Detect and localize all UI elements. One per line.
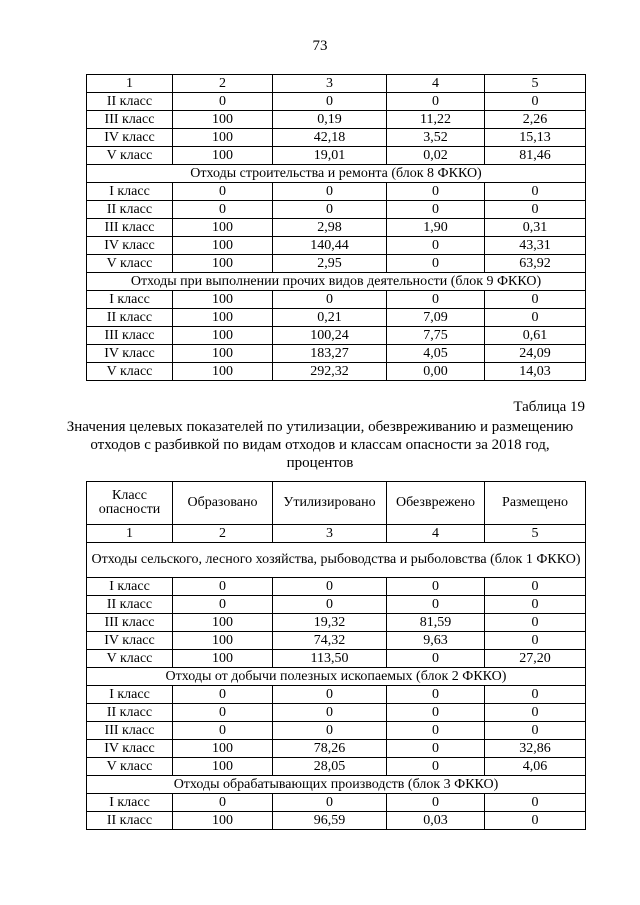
value-cell: 0 [273,291,387,309]
hazard-class-cell: II класс [87,812,173,830]
column-header: Образовано [173,482,273,525]
hazard-class-cell: II класс [87,704,173,722]
value-cell: 100 [173,740,273,758]
value-cell: 100 [173,255,273,273]
value-cell: 0 [485,812,586,830]
value-cell: 0 [387,704,485,722]
value-cell: 100 [173,291,273,309]
section-title-row [87,776,586,794]
value-cell: 113,50 [273,650,387,668]
hazard-class-cell: V класс [87,147,173,165]
value-cell: 140,44 [273,237,387,255]
value-cell: 19,01 [273,147,387,165]
value-cell: 0 [273,704,387,722]
value-cell: 0 [273,578,387,596]
value-cell: 0 [387,758,485,776]
table-19 [86,481,586,830]
value-cell: 0 [485,201,586,219]
hazard-class-cell: I класс [87,794,173,812]
column-header: Обезврежено [387,482,485,525]
value-cell: 63,92 [485,255,586,273]
table-row [87,129,586,147]
column-number: 1 [87,75,173,93]
table-row [87,201,586,219]
hazard-class-cell: III класс [87,327,173,345]
section-title-row [87,165,586,183]
value-cell: 4,06 [485,758,586,776]
table-row [87,614,586,632]
value-cell: 0 [485,632,586,650]
value-cell: 100 [173,111,273,129]
value-cell: 0 [387,201,485,219]
table-row [87,147,586,165]
column-number: 5 [485,525,586,543]
value-cell: 28,05 [273,758,387,776]
value-cell: 0 [387,686,485,704]
column-number: 2 [173,75,273,93]
value-cell: 0 [273,794,387,812]
value-cell: 0 [485,686,586,704]
value-cell: 0 [273,201,387,219]
hazard-class-cell: V класс [87,363,173,381]
value-cell: 2,95 [273,255,387,273]
value-cell: 0,19 [273,111,387,129]
table-19-number: Таблица 19 [513,399,585,415]
value-cell: 0,00 [387,363,485,381]
hazard-class-cell: III класс [87,614,173,632]
hazard-class-cell: IV класс [87,632,173,650]
value-cell: 19,32 [273,614,387,632]
value-cell: 1,90 [387,219,485,237]
table-row [87,345,586,363]
hazard-class-cell: III класс [87,219,173,237]
page-number: 73 [312,38,328,54]
value-cell: 0 [485,183,586,201]
table-row [87,363,586,381]
table-19-title: Значения целевых показателей по утилизации, обезвреживанию и размещению отходов с разбивкой по видам отходов и классам опасности за 2018 год, процентов [66,419,574,471]
value-cell: 100,24 [273,327,387,345]
table-row [87,219,586,237]
hazard-class-cell: III класс [87,722,173,740]
value-cell: 100 [173,237,273,255]
column-number: 5 [485,75,586,93]
value-cell: 0 [173,201,273,219]
value-cell: 0 [173,183,273,201]
column-number: 4 [387,75,485,93]
hazard-class-cell: II класс [87,596,173,614]
value-cell: 78,26 [273,740,387,758]
value-cell: 100 [173,309,273,327]
value-cell: 100 [173,632,273,650]
value-cell: 27,20 [485,650,586,668]
value-cell: 2,98 [273,219,387,237]
column-number: 4 [387,525,485,543]
hazard-class-cell: I класс [87,686,173,704]
value-cell: 96,59 [273,812,387,830]
value-cell: 9,63 [387,632,485,650]
table-row [87,183,586,201]
column-number: 3 [273,75,387,93]
value-cell: 0 [485,704,586,722]
section-title: Отходы сельского, лесного хозяйства, рыбоводства и рыболовства (блок 1 ФККО) [87,543,586,578]
value-cell: 0 [173,93,273,111]
value-cell: 0 [485,309,586,327]
section-title: Отходы строительства и ремонта (блок 8 ФККО) [87,165,586,183]
column-number: 2 [173,525,273,543]
value-cell: 0 [387,794,485,812]
hazard-class-cell: I класс [87,291,173,309]
value-cell: 0 [387,740,485,758]
value-cell: 0 [387,596,485,614]
value-cell: 0 [485,614,586,632]
section-title-row [87,273,586,291]
column-header: Размещено [485,482,586,525]
value-cell: 0,61 [485,327,586,345]
value-cell: 0 [387,183,485,201]
table-row [87,722,586,740]
value-cell: 100 [173,345,273,363]
table-row [87,578,586,596]
value-cell: 100 [173,812,273,830]
value-cell: 7,09 [387,309,485,327]
value-cell: 100 [173,614,273,632]
value-cell: 4,05 [387,345,485,363]
value-cell: 15,13 [485,129,586,147]
value-cell: 0 [387,722,485,740]
value-cell: 100 [173,147,273,165]
value-cell: 0,02 [387,147,485,165]
section-title: Отходы при выполнении прочих видов деятельности (блок 9 ФККО) [87,273,586,291]
value-cell: 0 [173,578,273,596]
value-cell: 0 [387,291,485,309]
value-cell: 100 [173,650,273,668]
value-cell: 7,75 [387,327,485,345]
value-cell: 0 [273,93,387,111]
value-cell: 0 [273,722,387,740]
value-cell: 0 [387,578,485,596]
table-row [87,291,586,309]
value-cell: 0,31 [485,219,586,237]
header-row [87,482,586,525]
column-header: Утилизировано [273,482,387,525]
value-cell: 3,52 [387,129,485,147]
hazard-class-cell: V класс [87,255,173,273]
table-row [87,309,586,327]
value-cell: 0,03 [387,812,485,830]
value-cell: 0 [273,183,387,201]
table-row [87,686,586,704]
value-cell: 100 [173,758,273,776]
table-row [87,632,586,650]
table-row [87,758,586,776]
section-title-row [87,543,586,578]
hazard-class-cell: III класс [87,111,173,129]
value-cell: 100 [173,327,273,345]
column-number-row [87,75,586,93]
column-number: 1 [87,525,173,543]
table-row [87,237,586,255]
value-cell: 0 [173,722,273,740]
value-cell: 0 [485,596,586,614]
hazard-class-cell: IV класс [87,129,173,147]
value-cell: 24,09 [485,345,586,363]
table-row [87,596,586,614]
hazard-class-cell: II класс [87,201,173,219]
value-cell: 100 [173,129,273,147]
hazard-class-cell: I класс [87,183,173,201]
table-row [87,794,586,812]
table-row [87,255,586,273]
value-cell: 43,31 [485,237,586,255]
value-cell: 100 [173,219,273,237]
section-title-row [87,668,586,686]
value-cell: 0 [387,650,485,668]
value-cell: 0 [485,578,586,596]
value-cell: 0 [173,596,273,614]
hazard-class-cell: V класс [87,758,173,776]
value-cell: 42,18 [273,129,387,147]
value-cell: 81,46 [485,147,586,165]
hazard-class-cell: V класс [87,650,173,668]
value-cell: 0 [273,686,387,704]
table-row [87,650,586,668]
value-cell: 100 [173,363,273,381]
value-cell: 0 [273,596,387,614]
value-cell: 74,32 [273,632,387,650]
table-row [87,740,586,758]
value-cell: 0 [485,291,586,309]
value-cell: 0 [387,93,485,111]
table-row [87,812,586,830]
table-row [87,704,586,722]
value-cell: 0 [485,794,586,812]
value-cell: 0 [173,704,273,722]
hazard-class-cell: II класс [87,93,173,111]
value-cell: 0 [387,237,485,255]
hazard-class-cell: I класс [87,578,173,596]
table-row [87,327,586,345]
hazard-class-cell: II класс [87,309,173,327]
column-header: Класс опасности [87,482,173,525]
column-number: 3 [273,525,387,543]
value-cell: 0,21 [273,309,387,327]
value-cell: 292,32 [273,363,387,381]
value-cell: 11,22 [387,111,485,129]
hazard-class-cell: IV класс [87,345,173,363]
table-row [87,111,586,129]
table-row [87,93,586,111]
value-cell: 32,86 [485,740,586,758]
hazard-class-cell: IV класс [87,740,173,758]
value-cell: 81,59 [387,614,485,632]
value-cell: 183,27 [273,345,387,363]
value-cell: 0 [485,93,586,111]
section-title: Отходы обрабатывающих производств (блок 3 ФККО) [87,776,586,794]
column-number-row [87,525,586,543]
value-cell: 0 [173,686,273,704]
value-cell: 2,26 [485,111,586,129]
value-cell: 0 [485,722,586,740]
value-cell: 0 [387,255,485,273]
table-continued [86,74,586,381]
value-cell: 0 [173,794,273,812]
section-title: Отходы от добычи полезных ископаемых (блок 2 ФККО) [87,668,586,686]
value-cell: 14,03 [485,363,586,381]
hazard-class-cell: IV класс [87,237,173,255]
